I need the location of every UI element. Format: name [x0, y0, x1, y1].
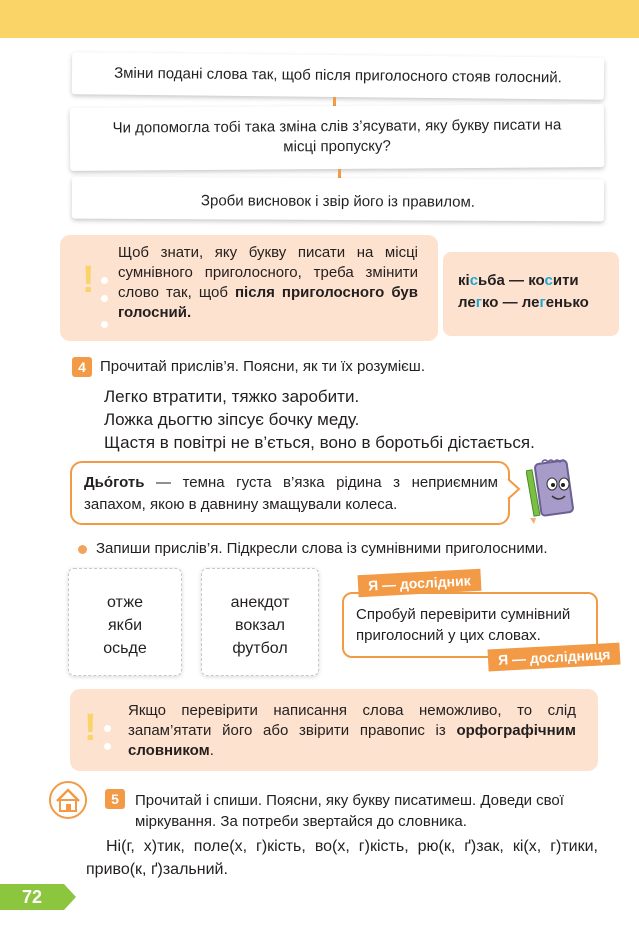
definition-bubble: [70, 461, 510, 525]
decor-dot: [101, 277, 108, 284]
example-part: ле: [458, 294, 476, 311]
step-note-3-text: Зроби висновок і звір його із правилом.: [200, 192, 476, 211]
rule-2-end: .: [209, 742, 214, 759]
page-number: 72: [22, 887, 43, 907]
example-part: ко: [481, 294, 499, 311]
rule-1-plain: Щоб знати, яку букву писати на місці сумнівного приголосного, треба змінити слово так, щоб: [118, 244, 418, 301]
task-4-number: 4: [72, 357, 92, 377]
word-card-item: отже: [106, 594, 143, 611]
researcher-text: Спробуй перевірити сумнівний приголосний у цих словах.: [356, 606, 571, 644]
example-highlight: г: [539, 294, 546, 311]
definition-body: — темна густа в’язка рідина з неприємним запахом, якою в давнину змащували колеса.: [84, 474, 498, 513]
example-part: ьба: [478, 272, 505, 289]
example-dash: —: [504, 272, 529, 289]
word-card-item: футбол: [232, 640, 288, 657]
rule-box-2: [70, 689, 598, 771]
example-line-1: [458, 269, 579, 293]
bubble-tail: [507, 478, 521, 500]
rule-2-text: [128, 701, 576, 761]
researcher-tag-male: Я — дослідник: [358, 569, 482, 597]
word-card-2: [201, 568, 319, 676]
researcher-tag-female: Я — дослідниця: [488, 643, 621, 672]
word-card-item: осьде: [103, 640, 147, 657]
example-line-2: [458, 291, 589, 315]
example-part: ити: [552, 272, 579, 289]
bullet-marker: [78, 545, 87, 554]
example-highlight: г: [475, 294, 482, 311]
rule-1-bold: після приголосного був голосний.: [118, 284, 418, 321]
task-4-instruction: Прочитай прислів’я. Поясни, як ти їх розумієш.: [100, 358, 426, 375]
top-color-bar: [0, 0, 639, 38]
rule-box-1: [60, 235, 438, 341]
task-5-exercise: Ні(г, х)тик, поле(х, г)кість, во(х, г)кість, рю(к, ґ)зак, кі(х, г)тики, приво(к, ґ)зальний.: [86, 838, 598, 878]
home-task-icon: [48, 780, 88, 820]
step-note-2-text: Чи допомогла тобі така зміна слів з’ясувати, яку букву писати на місці пропуску?: [112, 116, 562, 156]
proverb-2: Ложка дьогтю зіпсує бочку меду.: [104, 410, 360, 429]
word-card-item: якби: [107, 617, 143, 634]
definition-term: Дьо́готь: [84, 474, 145, 491]
word-card-1: [68, 568, 182, 676]
example-highlight: с: [544, 272, 553, 289]
bullet-task-text: Запиши прислів’я. Підкресли слова із сумнівними приголосними.: [96, 540, 548, 557]
rule-1-text: [118, 243, 418, 323]
page-number-wrap: [0, 884, 76, 910]
decor-dot: [101, 295, 108, 302]
step-note-1: [72, 52, 604, 100]
decor-dot: [101, 321, 108, 328]
example-box: [443, 252, 619, 336]
decor-dot: [104, 743, 111, 750]
proverb-3: Щастя в повітрі не в’ється, воно в боротьбі дістається.: [104, 433, 535, 452]
step-note-3: [72, 177, 604, 222]
word-card-item: вокзал: [235, 617, 285, 634]
proverb-1: Легко втратити, тяжко заробити.: [104, 387, 360, 406]
exclamation-icon: !: [84, 707, 97, 749]
definition-text: [84, 472, 498, 516]
rule-2-bold: орфографічним словником: [128, 722, 576, 759]
task-5-instruction: Прочитай і спиши. Поясни, яку букву писатимеш. Доведи свої міркування. За потреби звертайся до словника.: [135, 792, 564, 830]
example-part: ко: [528, 272, 545, 289]
step-note-2: [70, 104, 604, 171]
example-part: енько: [545, 294, 589, 311]
example-part: ле: [521, 294, 540, 311]
decor-dot: [104, 725, 111, 732]
step-note-1-text: Зміни подані слова так, щоб після приголосного стояв голосний.: [114, 64, 562, 87]
dictionary-mascot-icon: [526, 456, 588, 524]
example-highlight: с: [469, 272, 479, 289]
word-card-item: анекдот: [230, 594, 290, 611]
task-5-number: 5: [105, 789, 125, 809]
example-part: кі: [458, 272, 470, 289]
rule-2-plain: Якщо перевірити написання слова неможливо, то слід запам’ятати його або звірити правопис із: [128, 702, 576, 739]
exclamation-icon: !: [82, 259, 95, 301]
example-dash: —: [498, 294, 522, 311]
